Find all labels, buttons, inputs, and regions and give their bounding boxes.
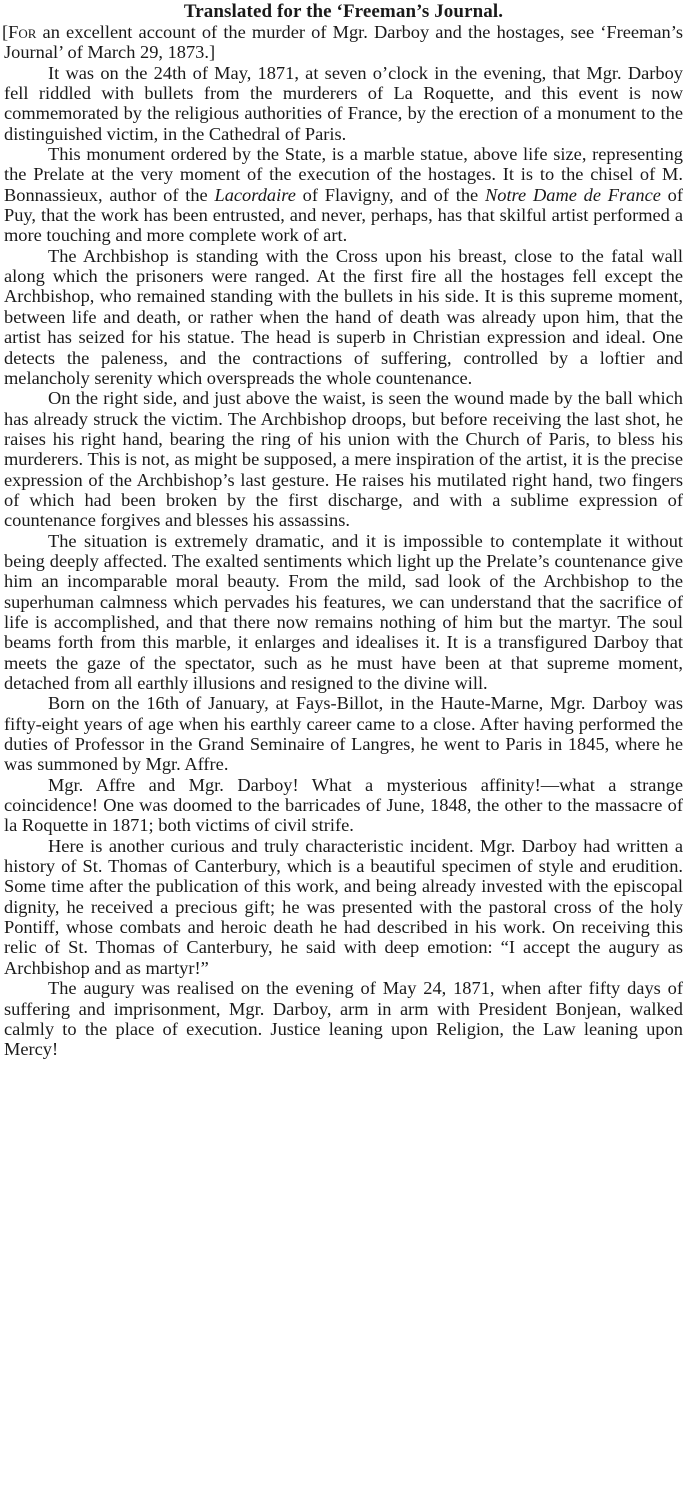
paragraph-9: The augury was realised on the evening of May 24, 1871, when after fifty days of suffering and imprisonment, Mgr. Darboy, arm in arm with President Bonjean, walked calmly to the place of execution. Justice leaning upon Religion, the Law leaning upon Mercy! [4, 978, 683, 1060]
editor-note-bracket: [ [2, 22, 9, 42]
work-title-lacordaire: Lacordaire [214, 184, 296, 205]
paragraph-3: The Archbishop is standing with the Cross upon his breast, close to the fatal wall along which the prisoners were ranged. At the first fire all the hostages fell except the Archbishop, who remained standing with the bullets in his side. It is this supreme moment, between life and death, or rather when the hand of death was already upon him, that the artist has seized for his statue. The head is superb in Christian expression and ideal. One detects the paleness, and the contractions of suffering, controlled by a loftier and melancholy serenity which overspreads the whole countenance. [4, 245, 683, 388]
paragraph-2-text-b: of Flavigny, and of the [295, 184, 485, 205]
work-title-notre-dame: Notre Dame de France [484, 184, 661, 205]
editor-note [4, 22, 683, 63]
paragraph-1: It was on the 24th of May, 1871, at seven o’clock in the evening, that Mgr. Darboy fell riddled with bullets from the murderers of La Roquette, and this event is now commemorated by the religious authorities of France, by the erection of a monument to the distinguished victim, in the Cathedral of Paris. [4, 62, 683, 144]
editor-note-text: an excellent account of the murder of Mgr. Darboy and the hostages, see ‘Freeman’s Journal’ of March 29, 1873.] [4, 22, 683, 63]
paragraph-2 [4, 144, 683, 246]
paragraph-8: Here is another curious and truly characteristic incident. Mgr. Darboy had written a history of St. Thomas of Canterbury, which is a beautiful specimen of style and erudition. Some time after the publication of this work, and being already invested with the episcopal dignity, he received a precious gift; he was presented with the pastoral cross of the holy Pontiff, whose combats and heroic death he had described in his work. On receiving this relic of St. Thomas of Canterbury, he said with deep emotion: “I accept the augury as Archbishop and as martyr!” [4, 835, 683, 978]
paragraph-2-text-c: of Puy, that the work has been entrusted, and never, perhaps, has that skilful artist performed a more touching and more complete work of art. [4, 184, 684, 246]
editor-note-lead: For [8, 22, 37, 42]
paragraph-5: The situation is extremely dramatic, and it is impossible to contemplate it without being deeply affected. The exalted sentiments which light up the Prelate’s countenance give him an incomparable moral beauty. From the mild, sad look of the Archbishop to the superhuman calmness which pervades his features, we can understand that the sacrifice of life is accomplished, and that there now remains nothing of him but the martyr. The soul beams forth from this marble, it enlarges and idealises it. It is a transfigured Darboy that meets the gaze of the spectator, such as he must have been at that supreme moment, detached from all earthly illusions and resigned to the divine will. [4, 530, 683, 693]
paragraph-4: On the right side, and just above the waist, is seen the wound made by the ball which has already struck the victim. The Archbishop droops, but before receiving the last shot, he raises his right hand, bearing the ring of his union with the Church of Paris, to bless his murderers. This is not, as might be supposed, a mere inspiration of the artist, it is the precise expression of the Archbishop’s last gesture. He raises his mutilated right hand, two fingers of which had been broken by the first discharge, and with a sublime expression of countenance forgives and blesses his assassins. [4, 388, 683, 531]
column-heading: Translated for the ‘Freeman’s Journal. [183, 1, 504, 22]
paragraph-6: Born on the 16th of January, at Fays-Billot, in the Haute-Marne, Mgr. Darboy was fifty-eight years of age when his earthly career came to a close. After having performed the duties of Professor in the Grand Seminaire of Langres, he went to Paris in 1845, where he was summoned by Mgr. Affre. [4, 693, 683, 775]
paragraph-7: Mgr. Affre and Mgr. Darboy! What a mysterious affinity!—what a strange coincidence! One was doomed to the barricades of June, 1848, the other to the massacre of la Roquette in 1871; both victims of civil strife. [4, 774, 683, 836]
paragraph-2-text-a: This monument ordered by the State, is a marble statue, above life size, representing the Prelate at the very moment of the execution of the hostages. It is to the chisel of M. Bonnassieux, author of the [4, 144, 683, 205]
